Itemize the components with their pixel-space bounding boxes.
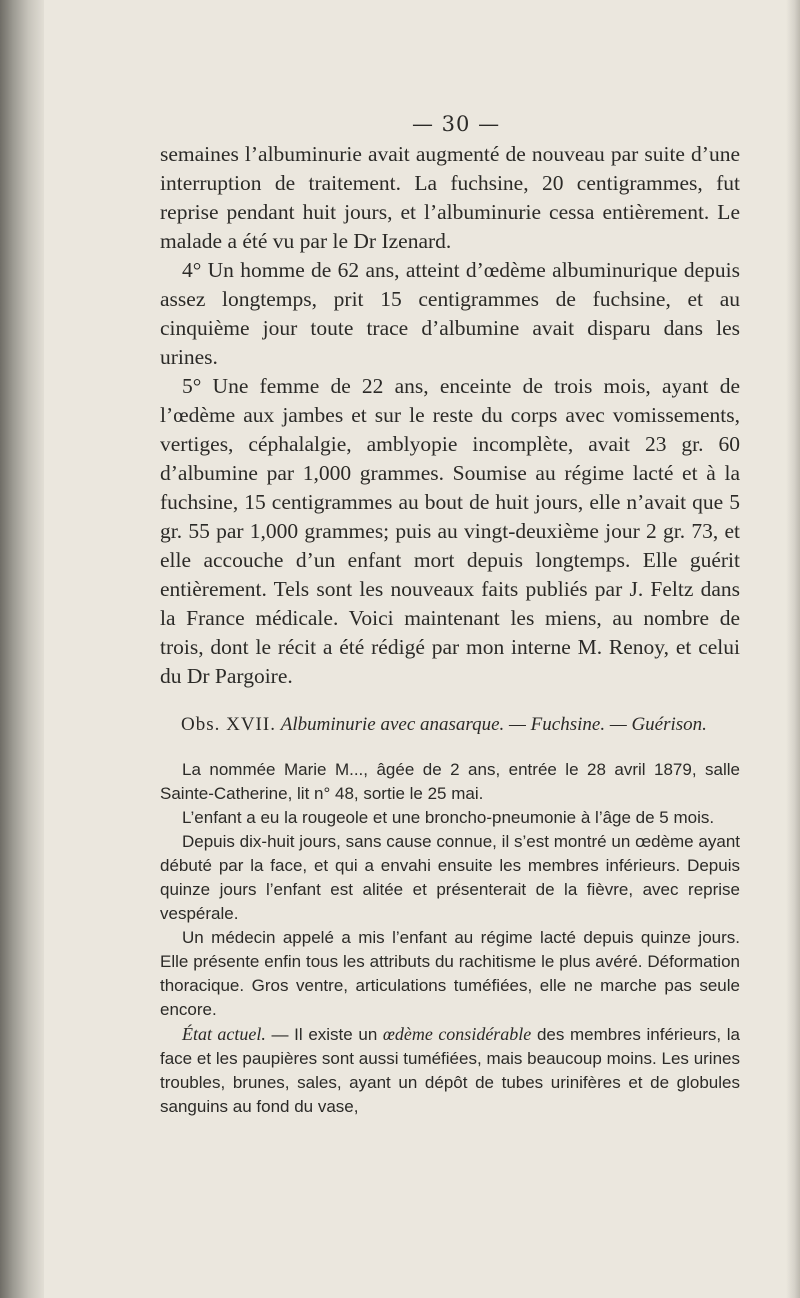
paragraph-case-4: 4° Un homme de 62 ans, atteint d’œdème albuminurique depuis assez longtemps, prit 15 centigrammes de fuchsine, et au cinquième jour toute trace d’albumine avait disparu dans les urines. — [160, 258, 740, 369]
paragraph-case-5: 5° Une femme de 22 ans, enceinte de trois mois, ayant de l’œdème aux jambes et sur le reste du corps avec vomissements, vertiges, céphalalgie, amblyopie incomplète, avait 23 gr. 60 d’albumine par 1,000 grammes. Soumise au régime lacté et à la fuchsine, 15 centigrammes au bout de huit jours, elle n’avait que 5 gr. 55 par 1,000 grammes; puis au vingt-deuxième jour 2 gr. 73, et elle accouche d’un enfant mort depuis longtemps. Elle guérit entièrement. Tels sont les nouveaux faits publiés par J. Feltz dans la France médicale. Voici maintenant les miens, au nombre de trois, dont le récit a été rédigé par mon interne M. Renoy, et celui du Dr Pargoire. — [160, 374, 740, 688]
case-paragraph: La nommée Marie M..., âgée de 2 ans, entrée le 28 avril 1879, salle Sainte-Catherine, lit n° 48, sortie le 25 mai. — [160, 760, 740, 803]
case-paragraph: L’enfant a eu la rougeole et une broncho-pneumonie à l’âge de 5 mois. — [182, 808, 715, 827]
page-binding-shadow — [0, 0, 44, 1298]
case-paragraph: Un médecin appelé a mis l’enfant au régime lacté depuis quinze jours. Elle présente enfin tous les attributs du rachitisme le plus avéré. Déformation thoracique. Gros ventre, articulations tuméfiées, elle ne marche pas seule encore. — [160, 928, 740, 1019]
case-report — [160, 758, 740, 1119]
observation-title: Albuminurie avec anasarque. — Fuchsine. — Guérison. — [280, 714, 707, 735]
case-paragraph: Depuis dix-huit jours, sans cause connue, il s’est montré un œdème ayant débuté par la face, et qui a envahi ensuite les membres inférieurs. Depuis quinze jours l’enfant est alitée et présenterait de la fièvre, avec reprise vespérale. — [160, 832, 740, 923]
main-text — [160, 140, 740, 691]
page-number: — 30 — — [412, 112, 501, 136]
etat-actuel-emphasis: œdème considérable — [382, 1024, 532, 1044]
paragraph-continuation: semaines l’albuminurie avait augmenté de nouveau par suite d’une interruption de traitement. La fuchsine, 20 centigrammes, fut reprise pendant huit jours, et l’albuminurie cessa entièrement. Le malade a été vu par le Dr Izenard. — [160, 142, 740, 253]
observation-label: Obs. XVII. — [181, 714, 276, 735]
observation-heading — [181, 712, 741, 738]
etat-actuel-label: État actuel. — [182, 1024, 266, 1044]
case-paragraph-etat-actuel — [160, 1022, 740, 1119]
etat-actuel-rest: des membres inférieurs, la face et les paupières sont aussi tuméfiées, mais beaucoup moins. Les urines troubles, brunes, sales, ayant un dépôt de tubes urinifères et de globules sanguins au fond du vase, — [160, 1025, 740, 1116]
etat-actuel-dash: — Il existe un — [265, 1025, 383, 1044]
page-edge-shadow — [786, 0, 800, 1298]
